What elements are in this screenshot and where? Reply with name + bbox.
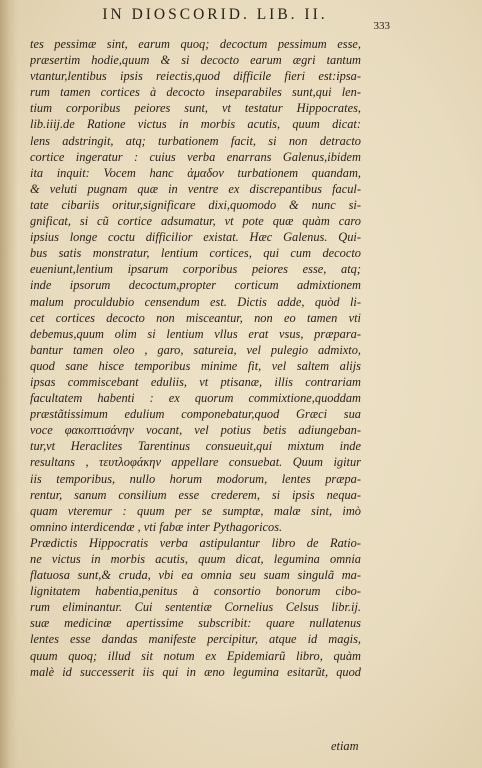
text-line: iis temporibus, nullo horum modorum, lentes præpa- xyxy=(30,471,361,486)
text-line: Prædictis Hippocratis verba astipulantur libro de Ratio- xyxy=(30,535,361,550)
text-line: lentes esse dandas manifeste percipitur, atque id magis, xyxy=(30,632,361,647)
text-line: eueniunt,lentium ipsarum corporibus peiores esse, atq; xyxy=(30,262,361,277)
text-line: lens adstringit, atq; turbationem facit, si non detracto xyxy=(30,133,361,148)
text-line: debemus,quum olim si lentium vllus erat vsus, præpara- xyxy=(30,326,361,341)
text-line: cortice ingeratur : cuius verba enarrans Galenus,ibidem xyxy=(30,149,361,164)
text-line: præstãtissimum edulium componebatur,quod Græci sua xyxy=(30,407,361,422)
text-line: quod sane hisce temporibus minime fit, vel saltem alijs xyxy=(30,358,361,373)
text-line: lib.iiij.de Ratione victus in morbis acutis, quum dicat: xyxy=(30,117,361,132)
text-line: bantur tamen oleo , garo, satureia, vel pulegio admixto, xyxy=(30,342,361,357)
text-line: & veluti pugnam quæ in ventre ex discrepantibus facul- xyxy=(30,181,361,196)
text-line: rum eliminantur. Cui sententiæ Cornelius Celsus libr.ij. xyxy=(30,600,361,615)
text-line: omnino interdicendæ , vti fabæ inter Pythagoricos. xyxy=(30,519,283,534)
text-line: vtantur,lentibus ipsis reiectis,quod difficile fieri est:ipsa- xyxy=(30,69,361,84)
text-line: voce φακοπτισάνην vocant, vel potius betis adiungeban- xyxy=(30,423,361,438)
text-line: resultans , τευτλοφάκην appellare consuebat. Quum igitur xyxy=(30,455,361,470)
text-line: præsertim hodie,quum & si decocto earum ægri tantum xyxy=(30,53,361,68)
text-line: inde ipsorum decoctum,propter corticum admixtionem xyxy=(30,278,361,293)
catchword: etiam xyxy=(331,739,359,753)
text-line: lignitatem habentia,penitus à consortio bonorum cibo- xyxy=(30,584,361,599)
text-line: facultatem habenti : ex quorum commixtione,quoddam xyxy=(30,391,361,406)
text-line: quum quoq; illud sit notum ex Epidemiarũ libro, quàm xyxy=(30,648,361,663)
text-line: malum proculdubio censendum est. Dictis adde, quòd li- xyxy=(30,294,361,309)
text-line: bus satis monstratur, lentium cortices, qui cum decocto xyxy=(30,246,361,261)
text-line: tate cibariis oritur,significare dixi,quomodo & nunc si- xyxy=(30,197,361,212)
text-line: tur,vt Heraclites Tarentinus consueuit,qui mixtum inde xyxy=(30,439,361,454)
text-line: ita inquit: Vocem hanc ἀμαδον turbationem quandam, xyxy=(30,165,361,180)
text-line: suæ medicinæ apertissime subscribit: quare nullatenus xyxy=(30,616,361,631)
page-gutter-shadow xyxy=(0,0,18,768)
text-line: malè id successerit iis qui in æno legumina esitarũt, quod xyxy=(30,664,361,679)
text-line: tium corporibus peiores sunt, vt testatur Hippocrates, xyxy=(30,101,361,116)
text-line: rum tamen cortices à decocto inseparabiles sunt,qui len- xyxy=(30,85,361,100)
text-line: quam vteremur : quum per se sumptæ, malæ sint, imò xyxy=(30,503,361,518)
text-line: ipsas commiscebant eduliis, vt ptisanæ, illis contrariam xyxy=(30,374,361,389)
text-line: gnificat, si cũ cortice adsumatur, vt pote quæ quàm caro xyxy=(30,214,361,229)
running-head-title: IN DIOSCORID. LIB. II. xyxy=(102,6,328,23)
text-line: ne victus in morbis acutis, quum dicat, legumina omnia xyxy=(30,552,361,566)
text-line: tes pessimæ sint, earum quoq; decoctum pessimum esse, xyxy=(30,37,361,51)
text-line: flatuosa sunt,& cruda, vbi ea omnia seu suam singulã ma- xyxy=(30,568,361,583)
body-text-block xyxy=(30,36,361,680)
text-line: cet cortices decocto non misceantur, non eo tamen vti xyxy=(30,310,361,325)
page-number: 333 xyxy=(373,20,390,32)
text-line: ipsius longe coctu difficilior existat. Hæc Galenus. Qui- xyxy=(30,230,361,245)
text-line: rentur, sanum consilium esse crederem, si ipsis nequa- xyxy=(30,487,361,502)
